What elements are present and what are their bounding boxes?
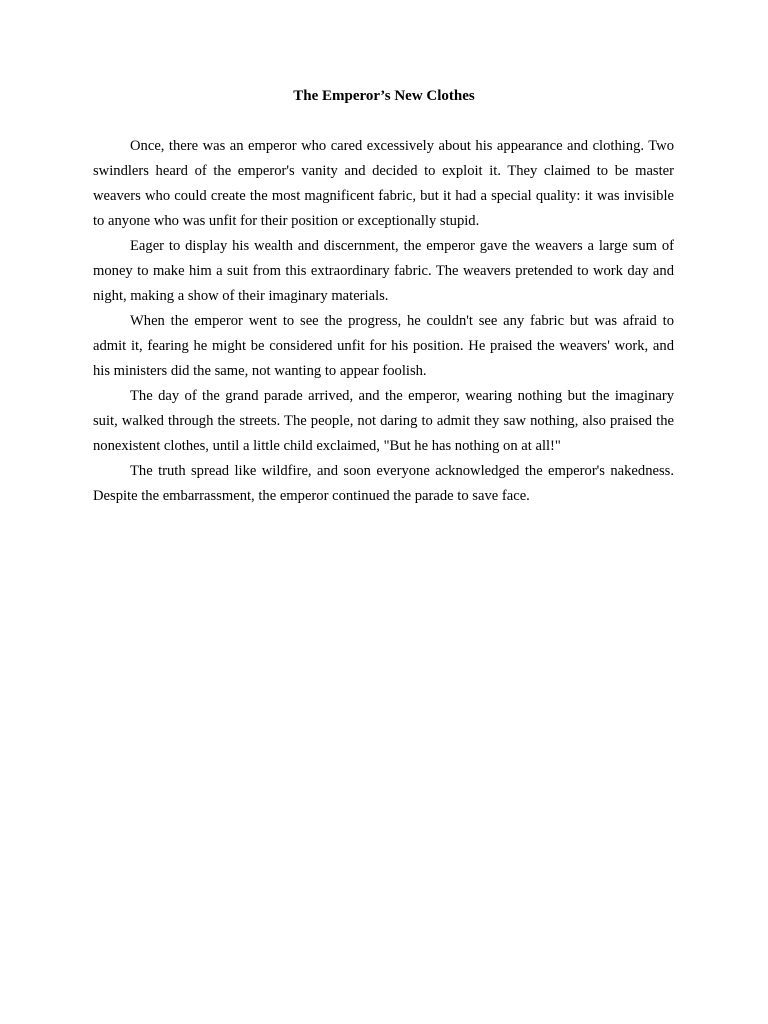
paragraph-2: Eager to display his wealth and discernment, the emperor gave the weavers a large sum of money to make him a suit from this extraordinary fabric. The weavers pretended to work day and night, making a show of their imaginary materials. (93, 238, 674, 304)
paragraph-3: When the emperor went to see the progress, he couldn't see any fabric but was afraid to admit it, fearing he might be considered unfit for his position. He praised the weavers' work, and his ministers did the same, not wanting to appear foolish. (93, 313, 674, 379)
paragraph-4: The day of the grand parade arrived, and the emperor, wearing nothing but the imaginary suit, walked through the streets. The people, not daring to admit they saw nothing, also praised the nonexistent clothes, until a little child exclaimed, "But he has nothing on at all!" (93, 388, 674, 454)
document-title: The Emperor’s New Clothes (293, 88, 475, 104)
document-body (93, 134, 674, 509)
paragraph-1: Once, there was an emperor who cared excessively about his appearance and clothing. Two swindlers heard of the emperor's vanity and decided to exploit it. They claimed to be master weavers who could create the most magnificent fabric, but it had a special quality: it was invisible to anyone who was unfit for their position or exceptionally stupid. (93, 138, 674, 229)
paragraph-5: The truth spread like wildfire, and soon everyone acknowledged the emperor's nakedness. Despite the embarrassment, the emperor continued the parade to save face. (93, 463, 674, 504)
